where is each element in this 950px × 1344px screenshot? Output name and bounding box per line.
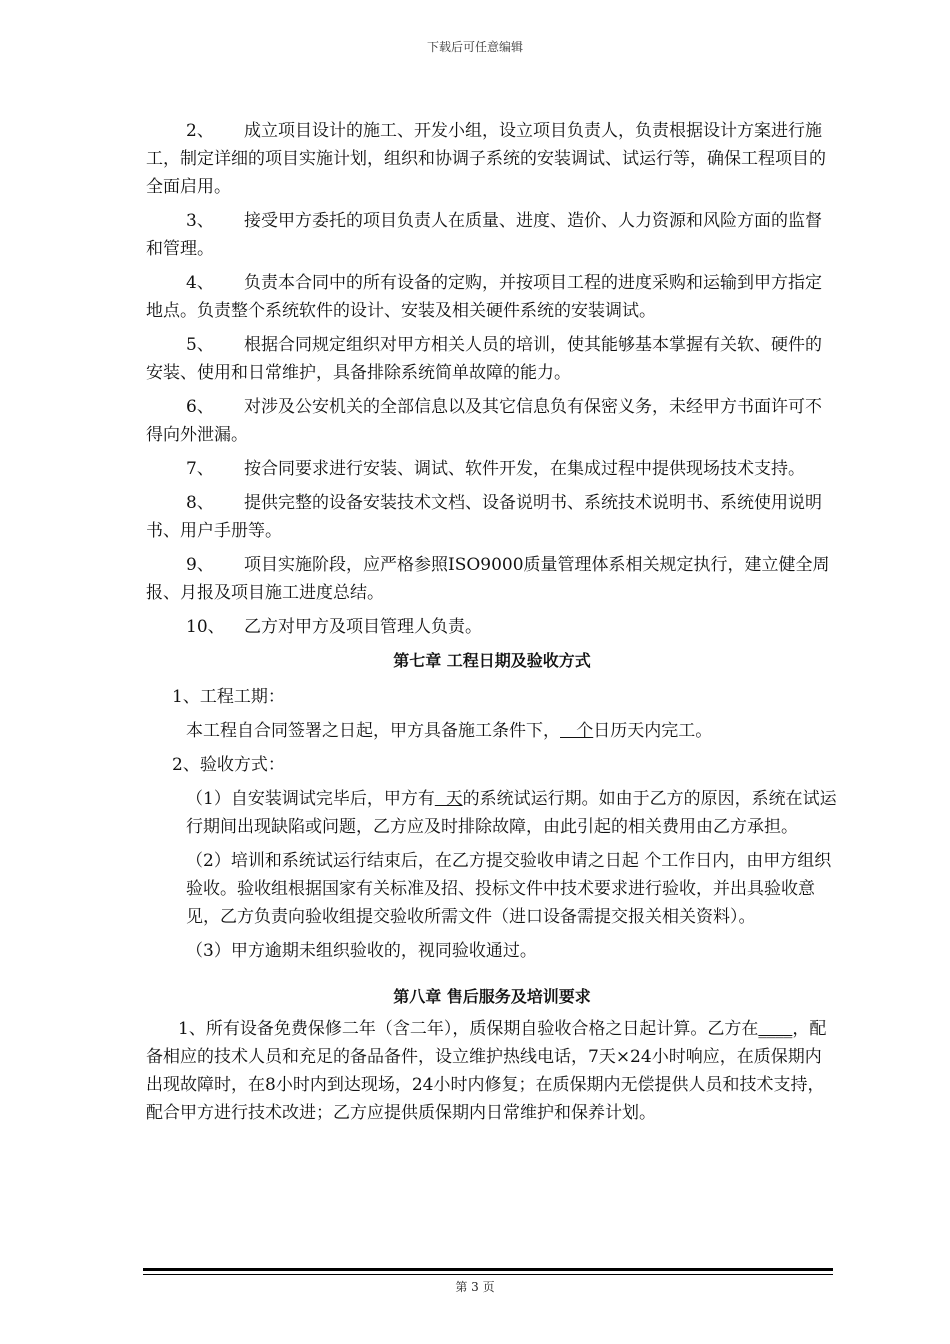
item-number: 6、 [186, 397, 214, 417]
list-item [146, 489, 838, 545]
list-item [146, 331, 838, 387]
item-text: 对涉及公安机关的全部信息以及其它信息负有保密义务，未经甲方书面许可不得向外泄漏。 [146, 397, 822, 445]
period-blank: 个 [560, 721, 594, 741]
footer-rule-thin [143, 1274, 833, 1275]
list-item [146, 551, 838, 607]
after-sales-blank: ____ [758, 1019, 793, 1039]
item-number: 8、 [186, 493, 214, 513]
acceptance-heading: 2、验收方式： [172, 755, 285, 775]
item-number: 4、 [186, 273, 214, 293]
item-text: 根据合同规定组织对甲方相关人员的培训，使其能够基本掌握有关软、硬件的安装、使用和日常维护，具备排除系统简单故障的能力。 [146, 335, 822, 383]
clause-2: （2）培训和系统试运行结束后，在乙方提交验收申请之日起 个工作日内，由甲方组织验收。验收组根据国家有关标准及招、投标文件中技术要求进行验收，并出具验收意见，乙方负责向验收组提交验收所需文件（进口设备需提交报关相关资料）。 [186, 851, 832, 927]
clause-1 [146, 785, 838, 841]
item-number: 2、 [186, 121, 214, 141]
item-number: 9、 [186, 555, 214, 575]
item-text: 项目实施阶段，应严格参照ISO9000质量管理体系相关规定执行，建立健全周报、月报及项目施工进度总结。 [146, 555, 830, 603]
period-text-a: 本工程自合同签署之日起，甲方具备施工条件下， [186, 721, 560, 741]
item-number: 5、 [186, 335, 214, 355]
after-sales-paragraph [146, 1015, 838, 1127]
period-text-b: 日历天内完工。 [593, 721, 713, 741]
clause-1-blank: 天 [434, 789, 463, 809]
chapter-7-title: 第七章 工程日期及验收方式 [393, 651, 591, 670]
item-text: 提供完整的设备安装技术文档、设备说明书、系统技术说明书、系统使用说明书、用户手册等。 [146, 493, 822, 541]
list-item [146, 207, 838, 263]
item-text: 按合同要求进行安装、调试、软件开发，在集成过程中提供现场技术支持。 [244, 459, 805, 479]
list-item [146, 269, 838, 325]
list-item [146, 455, 838, 483]
footer-rule-thick [143, 1268, 833, 1271]
item-text: 乙方对甲方及项目管理人负责。 [244, 617, 482, 637]
chapter-8-title: 第八章 售后服务及培训要求 [393, 987, 591, 1006]
clause-1-a: （1）自安装调试完毕后，甲方有 [186, 789, 435, 809]
item-text: 接受甲方委托的项目负责人在质量、进度、造价、人力资源和风险方面的监督和管理。 [146, 211, 822, 259]
after-sales-text-a: 1、所有设备免费保修二年（含二年），质保期自验收合格之日起计算。乙方在 [178, 1019, 759, 1039]
item-text: 负责本合同中的所有设备的定购，并按项目工程的进度采购和运输到甲方指定地点。负责整个系统软件的设计、安装及相关硬件系统的安装调试。 [146, 273, 822, 321]
list-item [146, 117, 838, 201]
list-item [146, 613, 838, 641]
document-body [146, 117, 838, 1133]
after-sales-text-b: ，配备相应的技术人员和充足的备品备件，设立维护热线电话，7天×24小时响应，在质保期内出现故障时，在8小时内到达现场，24小时内修复；在质保期内无偿提供人员和技术支持，配合甲方进行技术改进；乙方应提供质保期内日常维护和保养计划。 [146, 1019, 827, 1123]
item-text: 成立项目设计的施工、开发小组，设立项目负责人，负责根据设计方案进行施工，制定详细的项目实施计划，组织和协调子系统的安装调试、试运行等，确保工程项目的全面启用。 [146, 121, 826, 197]
page-header: 下载后可任意编辑 [426, 40, 523, 54]
page-number: 第 3 页 [455, 1280, 495, 1294]
period-text [146, 717, 838, 745]
item-number: 7、 [186, 459, 214, 479]
item-number: 10、 [186, 617, 225, 637]
list-item [146, 393, 838, 449]
period-heading: 1、工程工期： [172, 687, 285, 707]
item-number: 3、 [186, 211, 214, 231]
clause-3: （3）甲方逾期未组织验收的，视同验收通过。 [186, 941, 537, 961]
clause-1-b: 的系统试运行期。如由于乙方的原因，系统在试运行期间出现缺陷或问题，乙方应及时排除故障，由此引起的相关费用由乙方承担。 [186, 789, 837, 837]
